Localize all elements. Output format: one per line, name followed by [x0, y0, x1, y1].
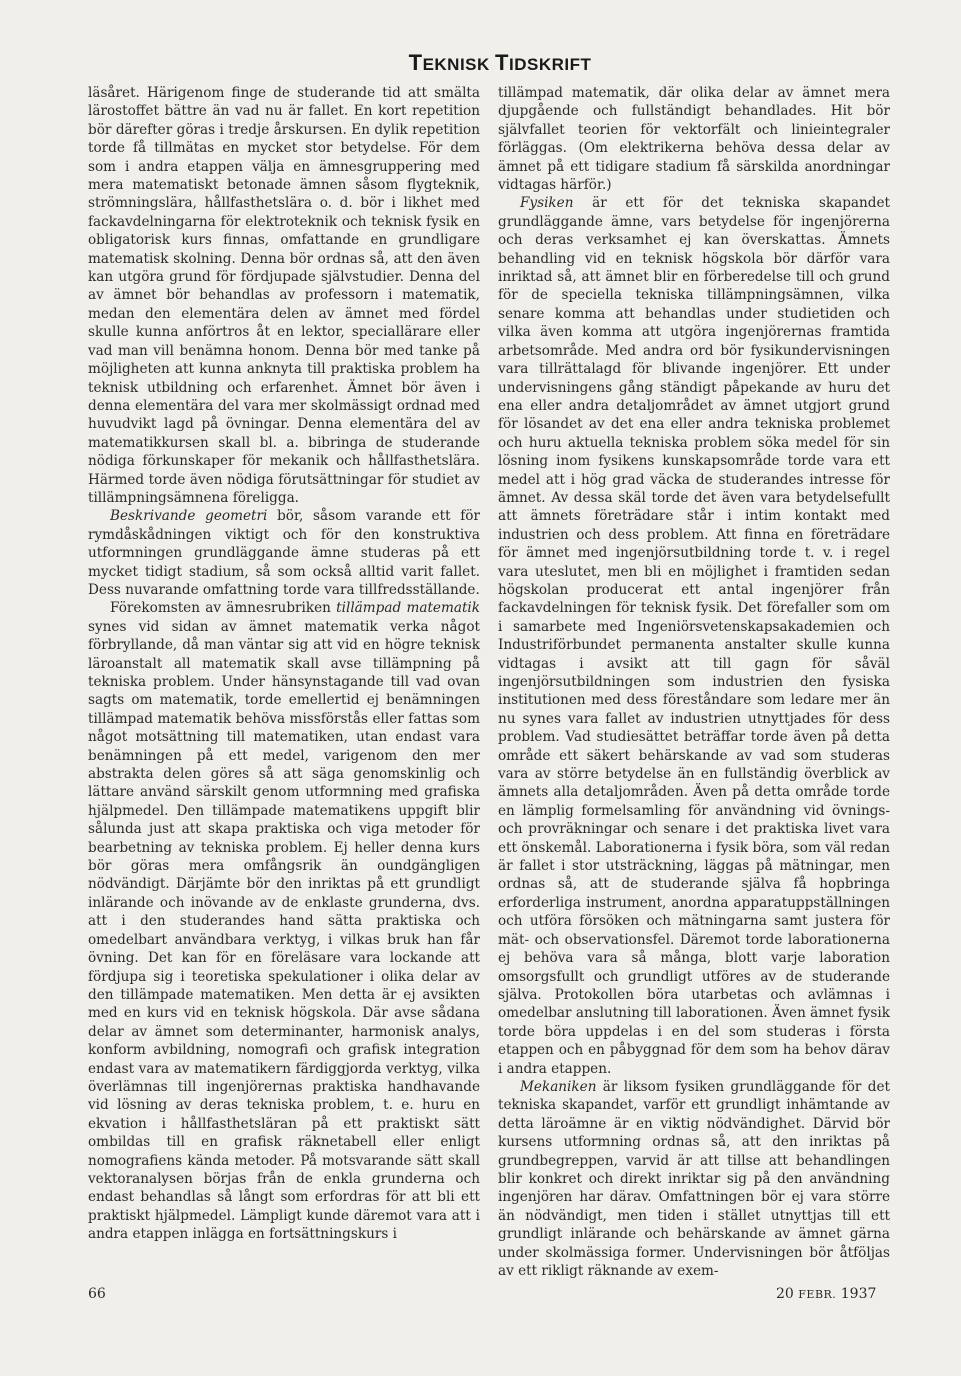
left-column — [88, 84, 480, 1244]
paragraph-text: synes vid sidan av ämnet matematik verka något förbryllande, då man väntar sig att vid en högre teknisk läroanstalt all matematik skall avse tillämpning på tekniska problem. Under hänsynstagande till vad ovan sagts om matematik, torde emellertid ej benämningen tillämpad matematik behöva missförstås eller fattas som något motsättning till matematiken, utan endast vara benämningen på ett medel, varigenom den mer abstrakta delen göres så att säga genomskinlig och lättare använd särskilt genom utformning med grafiska hjälpmedel. Den tillämpade matematikens uppgift blir sålunda just att skapa praktiska och viga metoder för bearbetning av tekniska problem. Ej heller denna kurs bör göras mera omfångsrik än oundgängligen nödvändigt. Därjämte bör den inriktas på ett grundligt inlärande och inövande av de enklaste grunderna, dvs. att i den studerandes hand sätta praktiska och omedelbart användbara verktyg, i vilkas bruk han får övning. Det kan för en föreläsare vara lockande att fördjupa sig i teoretiska spekulationer i olika delar av den tillämpade matematiken. Men detta är ej avsikten med en kurs vid en teknisk högskola. Där avse sådana delar av ämnet som determinanter, harmonisk analys, konform avbildning, nomografi och grafisk integration endast vara av matematikern färdiggjorda verktyg, vilka överlämnas till ingenjörernas praktiska handhavande vid lösning av deras tekniska problem, t. e. huru en ekvation i hållfasthetsläran på ett praktiskt sätt ombildas till en grafisk räknetabell eller enligt nomografiens kända metoder. På motsvarande sätt skall vektoranalysen börjas från de enkla grunderna och endast behandlas så långt som erfordras för att bli ett praktiskt hjälpmedel. Lämpligt kunde däremot vara att i andra etappen inlägga en fortsättningskurs i — [88, 618, 480, 1243]
journal-header — [405, 50, 595, 76]
emphasis: Beskrivande geometri — [110, 508, 268, 525]
paragraph-text: är liksom fysiken grundläggande för det tekniska skapandet, varför ett grundligt inhämtande av detta läroämne är en viktig nödvändighet. Därvid bör kursens utformning ordnas så, att den inriktas på grundbegreppen, varvid är att tillse att behandlingen blir konkret och direkt inriktar sig på den användning ingenjören har därav. Omfattningen bör ej vara större än nödvändigt, men tiden i stället utnyttjas till ett grundligt inlärande och behärskande av ämnet gärna under skolmässiga former. Undervisningen bör åtföljas av ett rikligt räknande av exem- — [498, 1078, 890, 1279]
paragraph — [498, 1078, 890, 1280]
paragraph — [88, 599, 480, 1243]
header-t2: T — [495, 50, 509, 75]
paragraph — [88, 507, 480, 599]
header-idskrift: IDSKRIFT — [508, 55, 592, 74]
date-year: 1937 — [840, 1286, 877, 1302]
emphasis: tillämpad matematik — [336, 600, 480, 617]
right-column — [498, 84, 890, 1280]
emphasis: Mekaniken — [520, 1078, 597, 1095]
date-month: FEBR. — [798, 1288, 837, 1301]
paragraph: tillämpad matematik, där olika delar av ämnet mera djupgående och fullständigt behandlades. Hit bör självfallet teorien för vektorfält och linieintegraler förläggas. (Om elektrikerna behöva dessa delar av ämnet på ett tidigare stadium få särskilda anordningar vidtagas härför.) — [498, 85, 890, 194]
paragraph: läsåret. Härigenom finge de studerande tid att smälta lärostoffet bättre än vad nu är fallet. En kort repetition bör därefter göras i tredje årskursen. En dylik repetition torde få tillmätas en mycket stor betydelse. För dem som i andra etappen välja en ämnesgruppering med mera matematiskt betonade ämnen såsom flygteknik, strömningslära, hållfasthetslära o. d. bör i likhet med fackavdelningarna för elektroteknik och teknisk fysik en obligatorisk kurs finnas, omfattande en grundligare matematisk skolning. Denna bör ordnas så, att den även kan utgöra grund för fördjupade självstudier. Denna del av ämnet bör behandlas av professorn i matematik, medan den elementära delen av ämnet med fördel skulle kunna anförtros åt en lektor, speciallärare eller vad man vill benämna honom. Denna bör med tanke på möjligheten att kunna anknyta till praktiska problem ha teknisk utbildning och erfarenhet. Ämnet bör även i denna elementära del vara mer skolmässigt ordnad med huvudvikt lagd på övningar. Denna elementära del av matematikkursen skall bl. a. bibringa de studerande nödiga förkunskaper för mekanik och hållfasthetslära. Härmed torde även nödiga förutsättningar för studiet av tillämpningsämnena föreligga. — [88, 85, 480, 506]
paragraph-text: är ett för det tekniska skapandet grundläggande ämne, vars betydelse för ingenjörerna och deras verksamhet ej kan överskattas. Ämnets behandling vid en teknisk högskola bör därför vara inriktad så, att ämnet blir en förberedelse till och grund för de speciella tekniska tillämpningsämnen, vilka senare komma att behandlas under studietiden och vilka även komma att utgöra ingenjörernas framtida arbetsområde. Med andra ord bör fysikundervisningen vara tillrättalagd för blivande ingenjörer. Ett under undervisningens gång ständigt påpekande av huru det ena eller andra detaljområdet av ämnet utgjort grund för lösandet av det ena eller andra tekniska problemet och huru aktuella tekniska problem söka medel för sin lösning inom fysikens kunskapsområde torde vara ett medel att i hög grad väcka de studerandes intresse för ämnet. Av dessa skäl torde det även vara betydelsefullt att ämnets företrädare står i intim kontakt med industrien och dess problem. Att finna en företrädare för ämnet med ingenjörsutbildning torde t. v. i regel vara uteslutet, men bli en möjlighet i framtiden sedan högskolan producerat ett antal ingenjörer från fackavdelningen för teknisk fysik. Det förefaller som om i samarbete med Ingeniörsvetenskapsakademien och Industriförbundet permanenta anstalter skulle kunna vidtagas i avsikt att till gagn för såväl ingenjörsutbildningen som industrien den fysiska institutionen med dess föreståndare som ledare mer än nu synes vara fallet av industrien utnyttjades för dess problem. Vad studiesättet beträffar torde även på detta område ett säkert behärskande av vad som studeras vara av större betydelse än en fullständig överblick av ämnets alla detaljområden. Även på detta område torde en lämplig formelsamling för användning vid övnings- och provräkningar och senare i det praktiska livet vara ett önskemål. Laborationerna i fysik böra, som väl redan är fallet i stor utsträckning, läggas på mätningar, men ordnas så, att de studerande själva få hopbringa erforderliga instrument, anordna apparatuppställningen och utföra försöken och mätningarna samt justera för mät- och observationsfel. Däremot torde laborationerna ej behöva vara så många, blott varje laboration omsorgsfullt och grundligt utföres av de studerande själva. Protokollen böra utarbetas och avlämnas i omedelbar anslutning till laborationen. Även ämnet fysik torde böra uppdelas i en del som studeras i första etappen och en påbyggnad för dem som ha behov därav i andra etappen. — [498, 195, 890, 1077]
paragraph-text: bör, såsom varande ett för rymdåskådningen viktigt och för den konstruktiva utformningen grundläggande ämne studeras på ett mycket tidigt stadium, så som också alltid varit fallet. Dess nuvarande omfattning torde vara tillfredsställande. — [88, 508, 480, 598]
issue-date — [776, 1286, 876, 1302]
header-eknisk: EKNISK — [422, 55, 496, 74]
paragraph-text: Förekomsten av ämnesrubriken — [110, 600, 337, 617]
date-day: 20 — [776, 1286, 794, 1302]
paragraph — [498, 194, 890, 1078]
page-number: 66 — [88, 1286, 106, 1302]
header-t: T — [408, 50, 423, 75]
emphasis: Fysiken — [520, 195, 574, 212]
